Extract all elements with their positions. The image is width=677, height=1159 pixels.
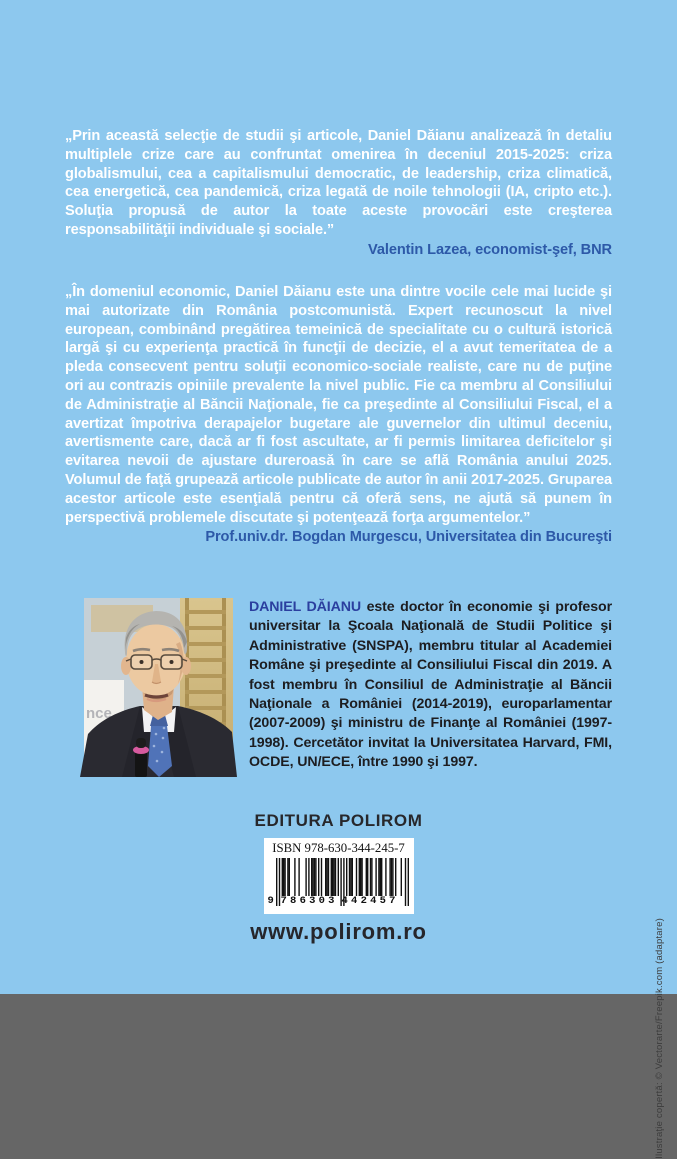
- svg-text:nce: nce: [86, 705, 112, 722]
- barcode-digits-right: 4 4 2 4 5 7: [341, 895, 396, 907]
- publisher-name: EDITURA POLIROM: [254, 811, 423, 830]
- author-bio-body: este doctor în economie şi profesor universitar la Şcoala Naţională de Studii Politice şi Administrative (SNSPA), membru titular al Academiei Române şi preşedinte al Consiliului Fiscal din 2019. A fost membru în Consiliul de Administraţie al Băncii Naţionale a României (2014-2019), europarlamentar (2007-2009) şi ministru de Finanţe al României (1997-1998). Cercetător invitat la Universitatea Harvard, FMI, OCDE, UN/ECE, între 1990 şi 1997.: [249, 599, 612, 771]
- author-name: DANIEL DĂIANU: [249, 599, 362, 615]
- quote-block-1: [65, 127, 612, 260]
- quote-1-attribution: Valentin Lazea, economist-şef, BNR: [368, 241, 612, 258]
- isbn-barcode-panel: [264, 838, 414, 914]
- barcode-digits-left: 7 8 6 3 0 3: [280, 895, 335, 907]
- publisher-website: www.polirom.ro: [250, 919, 427, 944]
- author-bio-text: [249, 598, 612, 777]
- publisher-block: [0, 811, 677, 944]
- ean13-barcode: [268, 858, 410, 908]
- illustration-credit: Ilustraţie copertă: © Vectorarte/Freepik.com (adaptare): [654, 918, 665, 1159]
- quote-2-attribution: Prof.univ.dr. Bogdan Murgescu, Universitatea din Bucureşti: [205, 529, 612, 546]
- quote-2-text: „În domeniul economic, Daniel Dăianu este una dintre vocile cele mai lucide şi mai autorizate din România postcomunistă. Expert recunoscut la nivel european, combinând pregătirea temeinică de specialitate cu o cultură istorică largă şi cu experienţa practică în funcţii de decizie, el a avut temeritatea de a pleda consecvent pentru soluţii economico-sociale realiste, care nu de puţine ori au contrazis opiniile prevalente la nivel public. Fie ca membru al Consiliului de Administraţie al Băncii Naţionale, fie ca preşedinte al Consiliului Fiscal, el a avertizat împotriva derapajelor bugetare ale guvernelor din ultimul deceniu, avertismente care, dacă ar fi fost ascultate, ar fi permis limitarea deficitelor şi evitarea nevoii de ajustare dureroasă în care se află România anului 2025. Volumul de faţă grupează articole publicate de autor în anii 2017-2025. Gruparea acestor articole este esenţială pentru că oferă sens, ne ajută să punem în perspectivă problemele discutate şi potenţează forţa argumentelor.”: [65, 284, 612, 526]
- author-portrait-illustration: [84, 598, 233, 777]
- author-bio-section: [84, 598, 612, 777]
- barcode-digit-lead: 9: [267, 895, 274, 907]
- author-photo: [84, 598, 233, 777]
- quote-1-text: „Prin această selecţie de studii şi articole, Daniel Dăianu analizează în detaliu multiplele crize care au confruntat omenirea în deceniul 2015-2025: criza globalismului, cea a capitalismului democratic, de leadership, criza climatică, cea energetică, cea pandemică, criza legată de noile tehnologii (IA, cripto etc.). Soluţia propusă de autor la toate aceste provocări este creşterea responsabilităţii individuale şi sociale.”: [65, 128, 612, 238]
- quote-block-2: [65, 283, 612, 547]
- isbn-label: ISBN 978-630-344-245-7: [272, 841, 405, 855]
